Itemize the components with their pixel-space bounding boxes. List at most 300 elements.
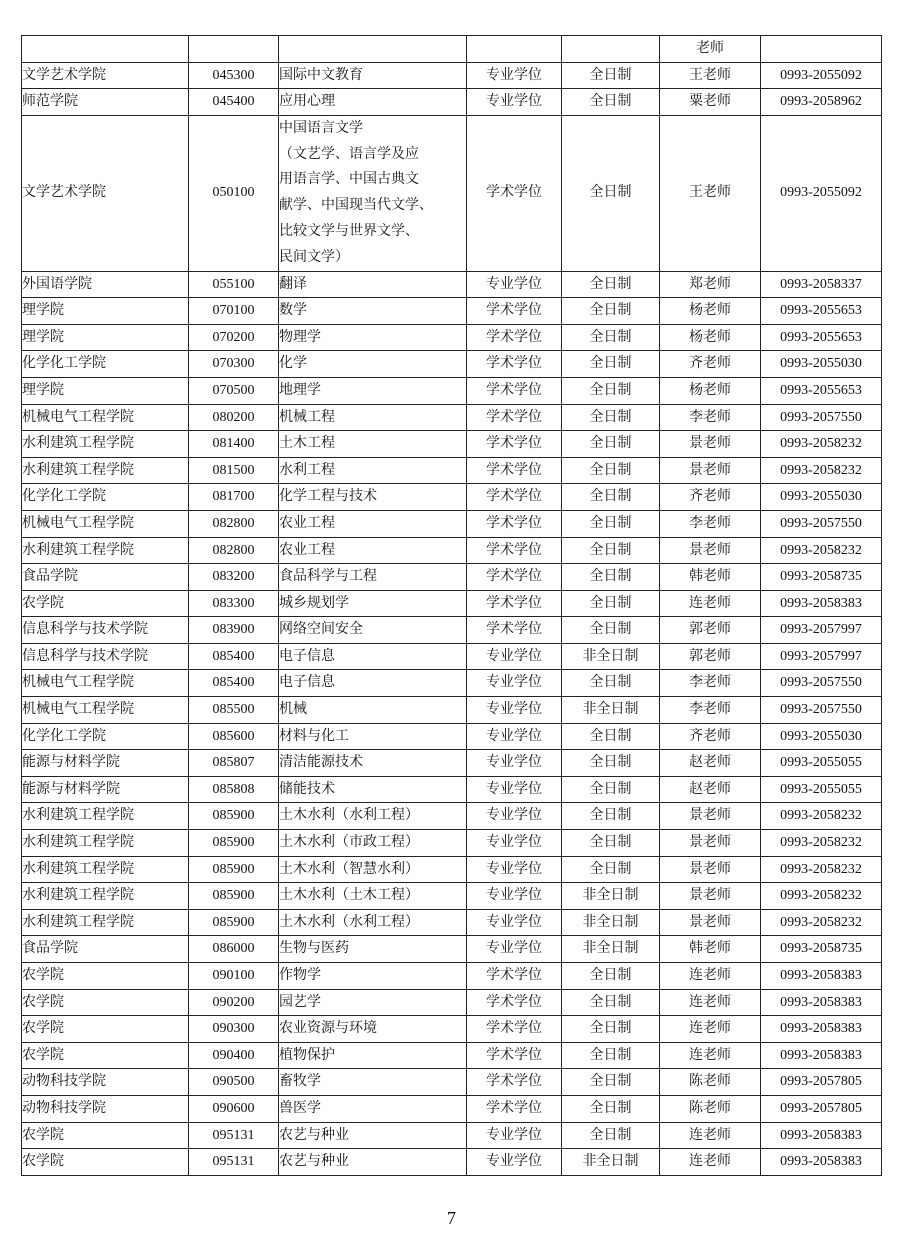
study-mode-cell: 全日制 (562, 963, 660, 990)
major-name-cell: 农艺与种业 (279, 1149, 467, 1176)
phone-cell: 0993-2057550 (761, 510, 882, 537)
study-mode-cell: 全日制 (562, 723, 660, 750)
study-mode-cell: 全日制 (562, 271, 660, 298)
study-mode-cell: 全日制 (562, 537, 660, 564)
study-mode-cell: 全日制 (562, 803, 660, 830)
college-cell: 机械电气工程学院 (22, 510, 189, 537)
table-row (22, 936, 882, 963)
study-mode-cell: 全日制 (562, 510, 660, 537)
contact-teacher-cell: 景老师 (660, 856, 761, 883)
table-row (22, 723, 882, 750)
contact-teacher-cell: 赵老师 (660, 776, 761, 803)
college-cell: 机械电气工程学院 (22, 404, 189, 431)
major-code-cell: 081700 (189, 484, 279, 511)
phone-cell: 0993-2055055 (761, 776, 882, 803)
contact-teacher-cell: 景老师 (660, 537, 761, 564)
college-cell: 信息科学与技术学院 (22, 617, 189, 644)
major-code-cell: 081500 (189, 457, 279, 484)
major-code-cell: 085808 (189, 776, 279, 803)
major-name-cell: 食品科学与工程 (279, 564, 467, 591)
degree-type-cell: 学术学位 (467, 457, 562, 484)
study-mode-cell: 全日制 (562, 404, 660, 431)
major-name-line: 献学、中国现当代文学、 (279, 197, 433, 214)
degree-type-cell: 学术学位 (467, 1069, 562, 1096)
degree-type-cell: 学术学位 (467, 484, 562, 511)
contact-teacher-cell: 景老师 (660, 803, 761, 830)
table-row (22, 271, 882, 298)
degree-type-cell: 学术学位 (467, 431, 562, 458)
major-name-cell: 土木水利（市政工程） (279, 830, 467, 857)
college-cell: 农学院 (22, 590, 189, 617)
study-mode-cell: 全日制 (562, 830, 660, 857)
degree-type-cell: 学术学位 (467, 298, 562, 325)
study-mode-cell: 全日制 (562, 115, 660, 271)
phone-cell: 0993-2058383 (761, 1042, 882, 1069)
college-cell: 能源与材料学院 (22, 750, 189, 777)
major-code-cell: 085900 (189, 909, 279, 936)
degree-type-cell: 学术学位 (467, 1016, 562, 1043)
college-cell: 机械电气工程学院 (22, 697, 189, 724)
college-cell: 农学院 (22, 1149, 189, 1176)
study-mode-cell: 非全日制 (562, 643, 660, 670)
table-row (22, 670, 882, 697)
study-mode-cell: 全日制 (562, 750, 660, 777)
table-row (22, 1042, 882, 1069)
degree-type-cell: 专业学位 (467, 856, 562, 883)
phone-cell: 0993-2058383 (761, 590, 882, 617)
major-name-cell: 应用心理 (279, 89, 467, 116)
degree-type-cell: 学术学位 (467, 351, 562, 378)
table-row (22, 377, 882, 404)
major-name-cell: 化学 (279, 351, 467, 378)
study-mode-cell: 全日制 (562, 564, 660, 591)
study-mode-cell: 全日制 (562, 856, 660, 883)
study-mode-cell: 全日制 (562, 590, 660, 617)
major-code-cell: 090400 (189, 1042, 279, 1069)
major-code-cell: 090500 (189, 1069, 279, 1096)
contact-teacher-cell: 齐老师 (660, 351, 761, 378)
major-code-cell: 070300 (189, 351, 279, 378)
college-cell: 理学院 (22, 324, 189, 351)
table-row (22, 457, 882, 484)
table-row (22, 643, 882, 670)
contact-teacher-cell: 杨老师 (660, 324, 761, 351)
major-name-cell: 土木水利（智慧水利） (279, 856, 467, 883)
college-cell: 化学化工学院 (22, 484, 189, 511)
table-row (22, 62, 882, 89)
contact-teacher-cell: 连老师 (660, 1042, 761, 1069)
table-row (22, 1095, 882, 1122)
contact-teacher-cell: 陈老师 (660, 1069, 761, 1096)
phone-cell: 0993-2057805 (761, 1069, 882, 1096)
contact-teacher-cell: 景老师 (660, 830, 761, 857)
college-cell: 农学院 (22, 989, 189, 1016)
study-mode-cell: 全日制 (562, 1042, 660, 1069)
table-row (22, 324, 882, 351)
major-name-cell: 化学工程与技术 (279, 484, 467, 511)
table-cell (467, 36, 562, 63)
major-name-cell: 生物与医药 (279, 936, 467, 963)
study-mode-cell: 全日制 (562, 484, 660, 511)
table-row (22, 564, 882, 591)
study-mode-cell: 非全日制 (562, 883, 660, 910)
table-cell (189, 36, 279, 63)
major-name-cell: 电子信息 (279, 643, 467, 670)
degree-type-cell: 学术学位 (467, 115, 562, 271)
degree-type-cell: 专业学位 (467, 643, 562, 670)
contact-teacher-cell: 景老师 (660, 909, 761, 936)
degree-type-cell: 专业学位 (467, 670, 562, 697)
study-mode-cell: 全日制 (562, 457, 660, 484)
major-name-cell: 国际中文教育 (279, 62, 467, 89)
program-contact-table (21, 35, 882, 1176)
major-name-cell: 农业资源与环境 (279, 1016, 467, 1043)
major-code-cell: 083900 (189, 617, 279, 644)
study-mode-cell: 非全日制 (562, 697, 660, 724)
college-cell: 水利建筑工程学院 (22, 830, 189, 857)
major-code-cell: 085900 (189, 803, 279, 830)
major-code-cell: 085900 (189, 856, 279, 883)
phone-cell: 0993-2058383 (761, 1122, 882, 1149)
phone-cell: 0993-2057550 (761, 404, 882, 431)
major-code-cell: 086000 (189, 936, 279, 963)
study-mode-cell: 非全日制 (562, 909, 660, 936)
major-name-cell: 电子信息 (279, 670, 467, 697)
phone-cell: 0993-2055055 (761, 750, 882, 777)
major-name-cell (279, 115, 467, 271)
major-code-cell: 050100 (189, 115, 279, 271)
table-row (22, 776, 882, 803)
phone-cell: 0993-2058735 (761, 936, 882, 963)
study-mode-cell: 全日制 (562, 617, 660, 644)
college-cell: 食品学院 (22, 564, 189, 591)
college-cell: 水利建筑工程学院 (22, 537, 189, 564)
major-code-cell: 085900 (189, 830, 279, 857)
contact-teacher-cell: 齐老师 (660, 484, 761, 511)
major-name-cell: 网络空间安全 (279, 617, 467, 644)
degree-type-cell: 学术学位 (467, 1095, 562, 1122)
major-code-cell: 083200 (189, 564, 279, 591)
contact-teacher-cell: 景老师 (660, 431, 761, 458)
degree-type-cell: 专业学位 (467, 883, 562, 910)
table-row-header-continuation (22, 36, 882, 63)
phone-cell: 0993-2055030 (761, 484, 882, 511)
major-code-cell: 095131 (189, 1149, 279, 1176)
major-code-cell: 083300 (189, 590, 279, 617)
phone-cell: 0993-2058383 (761, 1016, 882, 1043)
phone-cell: 0993-2057805 (761, 1095, 882, 1122)
contact-teacher-cell: 连老师 (660, 1016, 761, 1043)
contact-teacher-cell: 陈老师 (660, 1095, 761, 1122)
table-row (22, 351, 882, 378)
college-cell: 食品学院 (22, 936, 189, 963)
phone-cell: 0993-2058232 (761, 856, 882, 883)
degree-type-cell: 专业学位 (467, 697, 562, 724)
table-row (22, 617, 882, 644)
degree-type-cell: 学术学位 (467, 510, 562, 537)
table-row (22, 697, 882, 724)
college-cell: 外国语学院 (22, 271, 189, 298)
degree-type-cell: 学术学位 (467, 1042, 562, 1069)
study-mode-cell: 全日制 (562, 89, 660, 116)
contact-teacher-cell: 李老师 (660, 670, 761, 697)
major-name-cell: 植物保护 (279, 1042, 467, 1069)
phone-cell: 0993-2058232 (761, 883, 882, 910)
major-name-cell: 土木水利（水利工程） (279, 909, 467, 936)
college-cell: 能源与材料学院 (22, 776, 189, 803)
table-row (22, 431, 882, 458)
study-mode-cell: 全日制 (562, 776, 660, 803)
college-cell: 化学化工学院 (22, 723, 189, 750)
contact-teacher-cell: 韩老师 (660, 936, 761, 963)
major-code-cell: 085900 (189, 883, 279, 910)
contact-teacher-cell: 连老师 (660, 963, 761, 990)
table-row (22, 856, 882, 883)
study-mode-cell: 全日制 (562, 1016, 660, 1043)
college-cell: 水利建筑工程学院 (22, 431, 189, 458)
contact-teacher-cell: 郑老师 (660, 271, 761, 298)
table-row (22, 484, 882, 511)
major-code-cell: 070100 (189, 298, 279, 325)
major-name-cell: 作物学 (279, 963, 467, 990)
table-row (22, 803, 882, 830)
major-name-line: 比较文学与世界文学、 (279, 222, 419, 239)
major-name-cell: 机械工程 (279, 404, 467, 431)
contact-teacher-cell: 李老师 (660, 404, 761, 431)
college-cell: 水利建筑工程学院 (22, 457, 189, 484)
degree-type-cell: 学术学位 (467, 564, 562, 591)
degree-type-cell: 专业学位 (467, 776, 562, 803)
college-cell: 师范学院 (22, 89, 189, 116)
college-cell: 农学院 (22, 1122, 189, 1149)
major-name-cell: 水利工程 (279, 457, 467, 484)
major-code-cell: 070500 (189, 377, 279, 404)
degree-type-cell: 专业学位 (467, 936, 562, 963)
degree-type-cell: 专业学位 (467, 803, 562, 830)
major-code-cell: 085400 (189, 670, 279, 697)
phone-cell: 0993-2058232 (761, 909, 882, 936)
phone-cell: 0993-2057997 (761, 643, 882, 670)
degree-type-cell: 学术学位 (467, 404, 562, 431)
table-row (22, 1016, 882, 1043)
major-name-line: 民间文学） (279, 248, 349, 265)
table-cell (562, 36, 660, 63)
major-code-cell: 090100 (189, 963, 279, 990)
major-name-cell: 农艺与种业 (279, 1122, 467, 1149)
study-mode-cell: 全日制 (562, 989, 660, 1016)
table-row (22, 1122, 882, 1149)
major-name-cell: 材料与化工 (279, 723, 467, 750)
degree-type-cell: 专业学位 (467, 62, 562, 89)
phone-cell: 0993-2055092 (761, 115, 882, 271)
table-row (22, 537, 882, 564)
phone-cell: 0993-2058383 (761, 989, 882, 1016)
table-row (22, 963, 882, 990)
major-code-cell: 080200 (189, 404, 279, 431)
contact-teacher-cell: 韩老师 (660, 564, 761, 591)
table-row (22, 298, 882, 325)
major-code-cell: 081400 (189, 431, 279, 458)
study-mode-cell: 全日制 (562, 377, 660, 404)
major-code-cell: 055100 (189, 271, 279, 298)
contact-teacher-cell: 连老师 (660, 1149, 761, 1176)
major-name-cell: 地理学 (279, 377, 467, 404)
major-name-cell: 土木水利（土木工程） (279, 883, 467, 910)
phone-cell: 0993-2055653 (761, 377, 882, 404)
major-code-cell: 085500 (189, 697, 279, 724)
contact-teacher-cell: 郭老师 (660, 617, 761, 644)
study-mode-cell: 非全日制 (562, 1149, 660, 1176)
study-mode-cell: 全日制 (562, 62, 660, 89)
study-mode-cell: 全日制 (562, 1069, 660, 1096)
phone-cell: 0993-2055030 (761, 723, 882, 750)
phone-cell: 0993-2057997 (761, 617, 882, 644)
degree-type-cell: 学术学位 (467, 537, 562, 564)
table-row (22, 115, 882, 271)
major-code-cell: 095131 (189, 1122, 279, 1149)
major-name-line: （文艺学、语言学及应 (279, 145, 419, 162)
study-mode-cell: 非全日制 (562, 936, 660, 963)
major-code-cell: 085600 (189, 723, 279, 750)
table-row (22, 750, 882, 777)
table-row (22, 510, 882, 537)
major-name-cell: 机械 (279, 697, 467, 724)
degree-type-cell: 专业学位 (467, 909, 562, 936)
table-row (22, 1069, 882, 1096)
phone-cell: 0993-2058735 (761, 564, 882, 591)
major-code-cell: 090300 (189, 1016, 279, 1043)
major-name-cell: 园艺学 (279, 989, 467, 1016)
contact-teacher-cell: 齐老师 (660, 723, 761, 750)
contact-teacher-cell: 杨老师 (660, 377, 761, 404)
major-code-cell: 085400 (189, 643, 279, 670)
contact-teacher-cell: 景老师 (660, 883, 761, 910)
major-name-cell: 城乡规划学 (279, 590, 467, 617)
contact-teacher-cell: 赵老师 (660, 750, 761, 777)
major-code-cell: 045400 (189, 89, 279, 116)
table-row (22, 909, 882, 936)
table-row (22, 89, 882, 116)
degree-type-cell: 学术学位 (467, 590, 562, 617)
college-cell: 动物科技学院 (22, 1095, 189, 1122)
major-code-cell: 090200 (189, 989, 279, 1016)
phone-cell: 0993-2058383 (761, 1149, 882, 1176)
study-mode-cell: 全日制 (562, 431, 660, 458)
major-name-cell: 数学 (279, 298, 467, 325)
major-code-cell: 070200 (189, 324, 279, 351)
phone-cell: 0993-2058232 (761, 803, 882, 830)
degree-type-cell: 专业学位 (467, 750, 562, 777)
major-name-cell: 物理学 (279, 324, 467, 351)
phone-cell: 0993-2055030 (761, 351, 882, 378)
contact-teacher-cell: 连老师 (660, 1122, 761, 1149)
degree-type-cell: 专业学位 (467, 1149, 562, 1176)
table-row (22, 989, 882, 1016)
degree-type-cell: 学术学位 (467, 989, 562, 1016)
contact-teacher-cell: 李老师 (660, 510, 761, 537)
contact-teacher-cell: 王老师 (660, 115, 761, 271)
contact-teacher-cell: 景老师 (660, 457, 761, 484)
major-name-cell: 清洁能源技术 (279, 750, 467, 777)
phone-cell: 0993-2058232 (761, 830, 882, 857)
college-cell: 文学艺术学院 (22, 62, 189, 89)
major-name-line: 中国语言文学 (279, 119, 363, 136)
contact-teacher-cell: 郭老师 (660, 643, 761, 670)
degree-type-cell: 学术学位 (467, 617, 562, 644)
teacher-header-cell: 老师 (660, 36, 761, 63)
phone-cell: 0993-2057550 (761, 697, 882, 724)
phone-cell: 0993-2057550 (761, 670, 882, 697)
college-cell: 动物科技学院 (22, 1069, 189, 1096)
college-cell: 化学化工学院 (22, 351, 189, 378)
contact-teacher-cell: 王老师 (660, 62, 761, 89)
degree-type-cell: 专业学位 (467, 723, 562, 750)
college-cell: 信息科学与技术学院 (22, 643, 189, 670)
page-number: 7 (447, 1208, 456, 1228)
college-cell: 水利建筑工程学院 (22, 856, 189, 883)
major-name-cell: 土木工程 (279, 431, 467, 458)
degree-type-cell: 专业学位 (467, 830, 562, 857)
table-row (22, 404, 882, 431)
study-mode-cell: 全日制 (562, 351, 660, 378)
college-cell: 理学院 (22, 298, 189, 325)
college-cell: 理学院 (22, 377, 189, 404)
degree-type-cell: 学术学位 (467, 963, 562, 990)
degree-type-cell: 学术学位 (467, 324, 562, 351)
phone-cell: 0993-2055653 (761, 298, 882, 325)
degree-type-cell: 专业学位 (467, 1122, 562, 1149)
phone-cell: 0993-2058962 (761, 89, 882, 116)
study-mode-cell: 全日制 (562, 1122, 660, 1149)
phone-cell: 0993-2055653 (761, 324, 882, 351)
table-cell (761, 36, 882, 63)
major-name-cell: 农业工程 (279, 537, 467, 564)
major-name-line: 用语言学、中国古典文 (279, 171, 419, 188)
degree-type-cell: 学术学位 (467, 377, 562, 404)
major-code-cell: 082800 (189, 537, 279, 564)
table-row (22, 883, 882, 910)
college-cell: 农学院 (22, 1042, 189, 1069)
major-code-cell: 085807 (189, 750, 279, 777)
major-name-cell: 翻译 (279, 271, 467, 298)
study-mode-cell: 全日制 (562, 298, 660, 325)
contact-teacher-cell: 粟老师 (660, 89, 761, 116)
study-mode-cell: 全日制 (562, 324, 660, 351)
major-code-cell: 090600 (189, 1095, 279, 1122)
study-mode-cell: 全日制 (562, 670, 660, 697)
major-name-cell: 兽医学 (279, 1095, 467, 1122)
major-code-cell: 082800 (189, 510, 279, 537)
college-cell: 农学院 (22, 1016, 189, 1043)
degree-type-cell: 专业学位 (467, 89, 562, 116)
phone-cell: 0993-2058232 (761, 537, 882, 564)
college-cell: 机械电气工程学院 (22, 670, 189, 697)
phone-cell: 0993-2055092 (761, 62, 882, 89)
major-name-cell: 土木水利（水利工程） (279, 803, 467, 830)
table-row (22, 830, 882, 857)
college-cell: 文学艺术学院 (22, 115, 189, 271)
major-name-cell: 农业工程 (279, 510, 467, 537)
contact-teacher-cell: 杨老师 (660, 298, 761, 325)
table-row (22, 1149, 882, 1176)
major-code-cell: 045300 (189, 62, 279, 89)
major-name-cell: 畜牧学 (279, 1069, 467, 1096)
college-cell: 水利建筑工程学院 (22, 883, 189, 910)
college-cell: 水利建筑工程学院 (22, 909, 189, 936)
college-cell: 水利建筑工程学院 (22, 803, 189, 830)
study-mode-cell: 全日制 (562, 1095, 660, 1122)
degree-type-cell: 专业学位 (467, 271, 562, 298)
